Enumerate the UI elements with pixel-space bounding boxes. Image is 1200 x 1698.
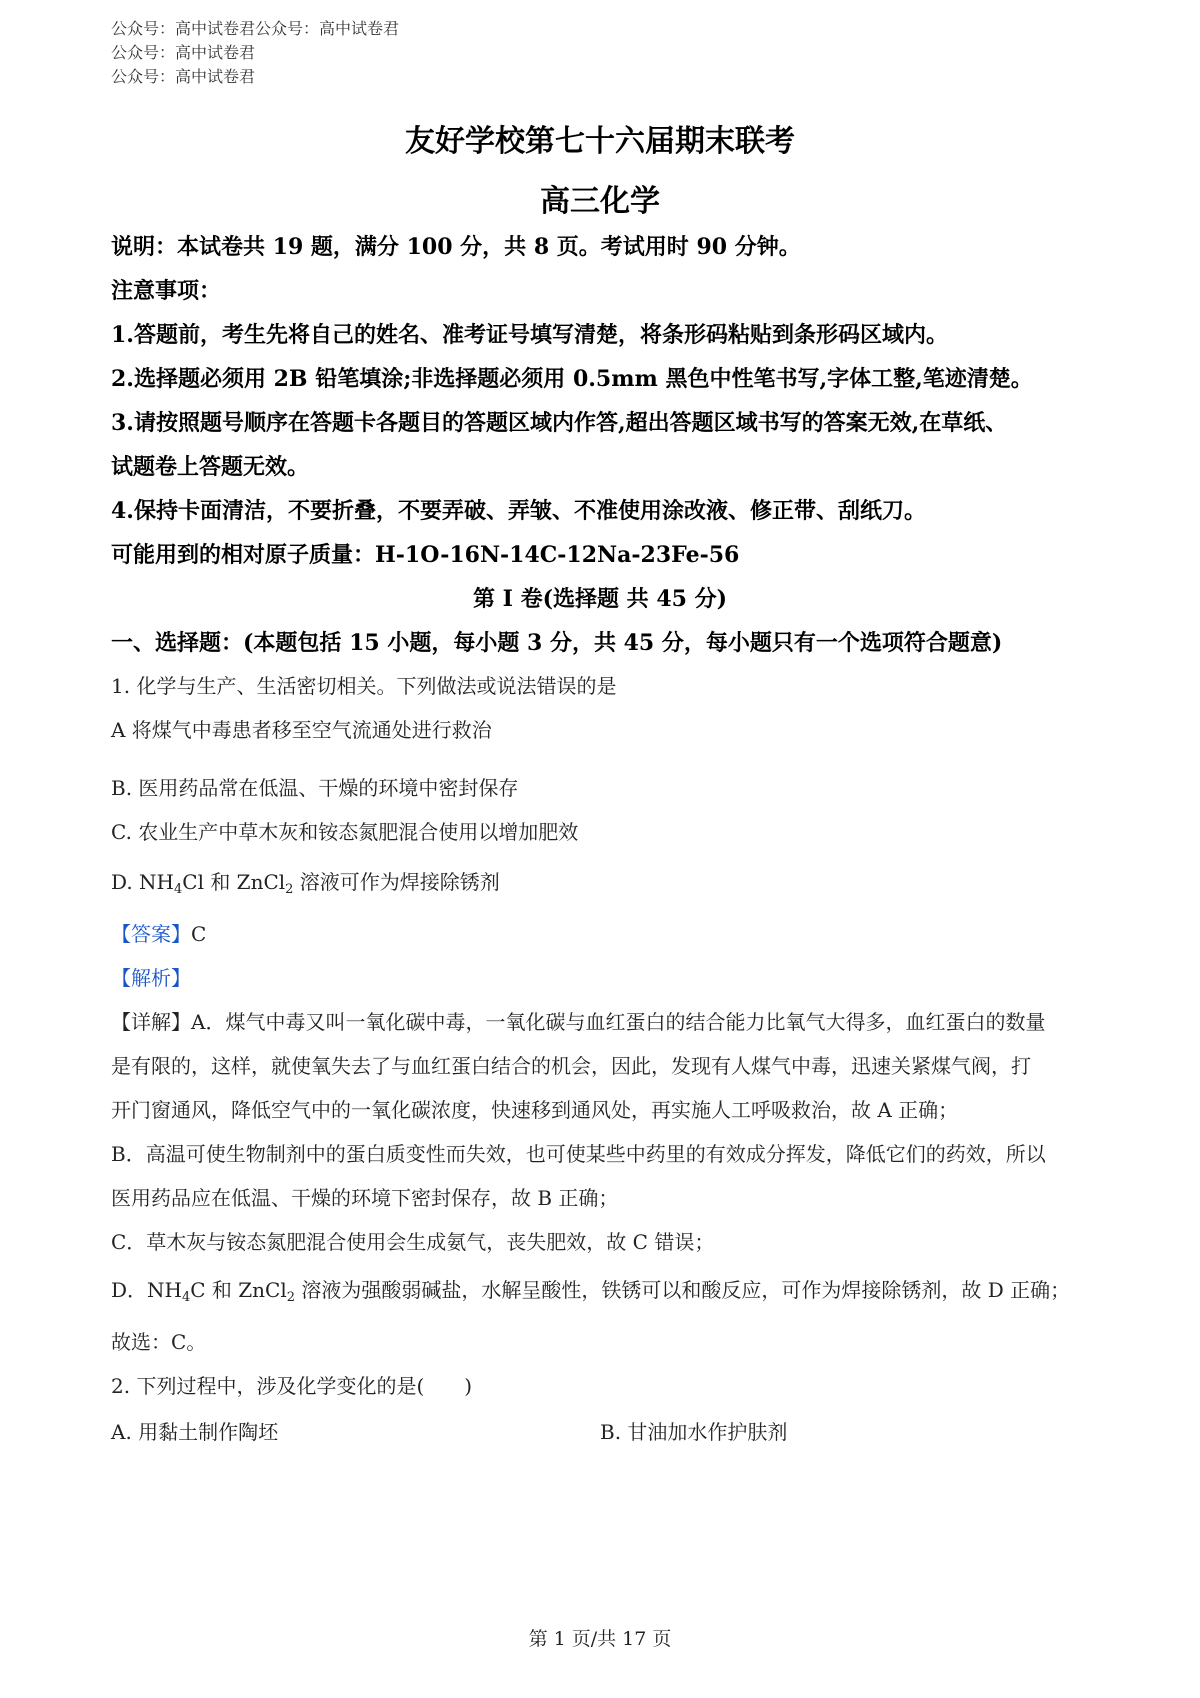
note-item-1: 1.答题前，考生先将自己的姓名、准考证号填写清楚，将条形码粘贴到条形码区域内。 xyxy=(111,322,948,348)
notes-heading: 注意事项： xyxy=(111,278,222,304)
conclusion-line: 故选：C。 xyxy=(111,1330,207,1354)
note-item-3-cont: 试题卷上答题无效。 xyxy=(111,454,310,480)
detail-line: 医用药品应在低温、干燥的环境下密封保存，故 B 正确； xyxy=(111,1186,619,1210)
detail-line: D．$NH_4C$ 和 ZnCl$_2$ 溶液为强酸弱碱盐，水解呈酸性，铁锈可以和酸反应，可作为焊接除锈剂，故 D 正确； xyxy=(111,1278,1071,1305)
detail-line: 是有限的，这样，就使氧失去了与血红蛋白结合的机会，因此，发现有人煤气中毒，迅速关紧煤气阀，打 xyxy=(111,1054,1031,1078)
analysis-label: 【解析】 xyxy=(111,966,191,990)
question-1-stem: 1. 化学与生产、生活密切相关。下列做法或说法错误的是 xyxy=(111,674,617,698)
question-1-option-c: C. 农业生产中草木灰和铵态氮肥混合使用以增加肥效 xyxy=(111,820,579,844)
part-heading: 一、选择题：(本题包括 15 小题，每小题 3 分，共 45 分，每小题只有一个选项符合题意) xyxy=(111,630,1003,656)
note-item-3: 3.请按照题号顺序在答题卡各题目的答题区域内作答,超出答题区域书写的答案无效,在草纸、 xyxy=(111,410,1008,436)
question-1-option-b: B. 医用药品常在低温、干燥的环境中密封保存 xyxy=(111,776,519,800)
page-number: 第 1 页/共 17 页 xyxy=(528,1628,672,1650)
detail-line: 【详解】A．煤气中毒又叫一氧化碳中毒，一氧化碳与血红蛋白的结合能力比氧气大得多，血红蛋白的数量 xyxy=(111,1010,1046,1034)
question-2-option-b: B. 甘油加水作护肤剂 xyxy=(600,1420,788,1444)
answer-label: 【答案】 xyxy=(111,922,191,946)
question-2-option-a: A. 用黏土制作陶坯 xyxy=(111,1420,279,1444)
exam-subtitle: 高三化学 xyxy=(540,184,660,219)
detail-line: B．高温可使生物制剂中的蛋白质变性而失效，也可使某些中药里的有效成分挥发，降低它们的药效，所以 xyxy=(111,1142,1046,1166)
question-1-option-a: A 将煤气中毒患者移至空气流通处进行救治 xyxy=(111,718,492,742)
exam-description: 说明：本试卷共 19 题，满分 100 分，共 8 页。考试用时 90 分钟。 xyxy=(111,234,801,260)
question-1-option-d: D. $NH_4Cl$ 和 ZnCl$_2$ 溶液可作为焊接除锈剂 xyxy=(111,870,500,897)
question-2-stem: 2. 下列过程中，涉及化学变化的是( ) xyxy=(111,1374,473,1398)
watermark-line: 公众号：高中试卷君 xyxy=(111,43,256,62)
answer-line xyxy=(111,918,206,947)
detail-label: 【详解】 xyxy=(111,1010,191,1034)
note-item-2: 2.选择题必须用 2B 铅笔填涂;非选择题必须用 0.5mm 黑色中性笔书写,字体工整,笔迹清楚。 xyxy=(111,366,1033,392)
watermark-line: 公众号：高中试卷君 xyxy=(111,67,256,86)
exam-title: 友好学校第七十六届期末联考 xyxy=(405,124,795,159)
atomic-masses: 可能用到的相对原子质量：H-1O-16N-14C-12Na-23Fe-56 xyxy=(111,542,740,568)
detail-line: 开门窗通风，降低空气中的一氧化碳浓度，快速移到通风处，再实施人工呼吸救治，故 A 正确； xyxy=(111,1098,959,1122)
section-title: 第 I 卷(选择题 共 45 分) xyxy=(472,586,728,612)
answer-value: C xyxy=(191,922,207,946)
detail-line: C．草木灰与铵态氮肥混合使用会生成氨气，丧失肥效，故 C 错误； xyxy=(111,1230,715,1254)
watermark-line: 公众号：高中试卷君公众号：高中试卷君 xyxy=(111,19,400,38)
note-item-4: 4.保持卡面清洁，不要折叠，不要弄破、弄皱、不准使用涂改液、修正带、刮纸刀。 xyxy=(111,498,926,524)
